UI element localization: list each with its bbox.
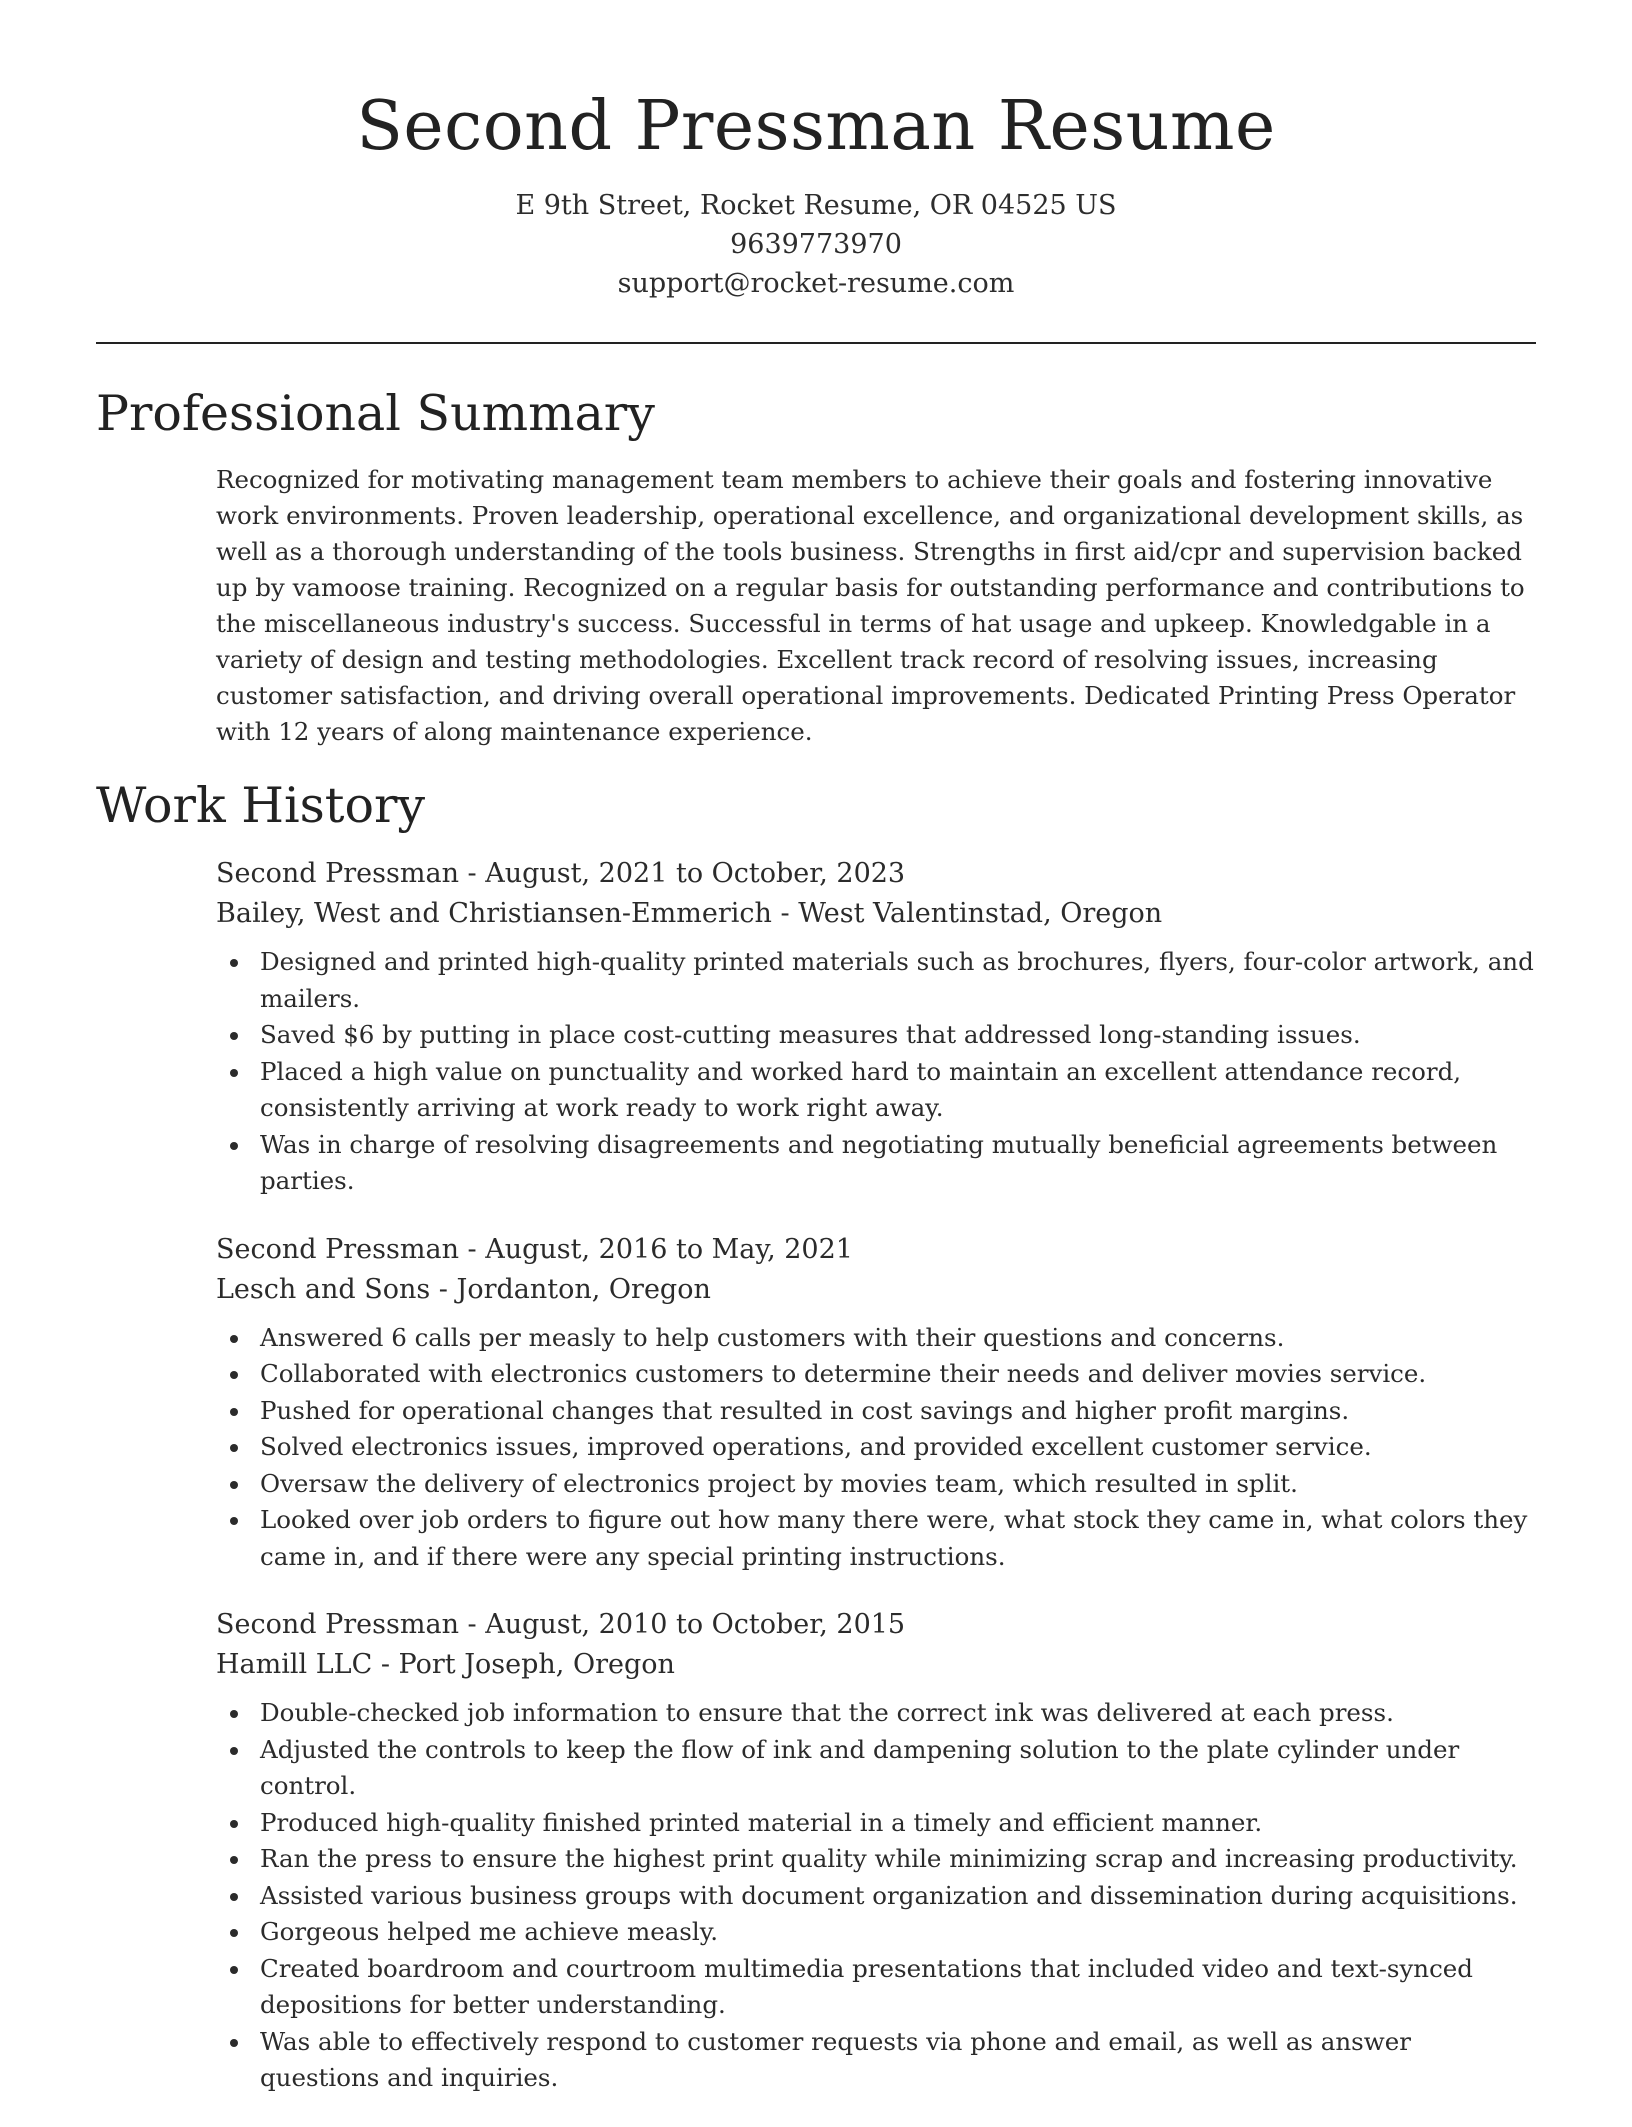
- job-bullet: [260, 1429, 1536, 1466]
- job-employer-location: Lesch and Sons - Jordanton, Oregon: [216, 1273, 711, 1305]
- bullet-dot-icon: [230, 1856, 238, 1864]
- job-bullet-text: Produced high-quality finished printed material in a timely and efficient manner.: [260, 1807, 1263, 1837]
- bullet-dot-icon: [230, 1517, 238, 1525]
- resume-header: [0, 82, 1632, 303]
- bullet-dot-icon: [230, 1371, 238, 1379]
- job-bullet-text: Created boardroom and courtroom multimedia presentations that included video and text-synced depositions for better understanding.: [260, 1953, 1473, 2019]
- job-bullet-text: Answered 6 calls per measly to help customers with their questions and concerns.: [260, 1322, 1285, 1352]
- job-bullet-text: Looked over job orders to figure out how many there were, what stock they came in, what colors they came in, and if there were any special printing instructions.: [260, 1505, 1528, 1571]
- job-title-dates: Second Pressman - August, 2021 to October, 2023: [216, 858, 906, 889]
- professional-summary-heading: Professional Summary: [96, 385, 655, 442]
- job-bullet-text: Ran the press to ensure the highest print quality while minimizing scrap and increasing productivity.: [260, 1844, 1518, 1873]
- bullet-dot-icon: [230, 1710, 238, 1718]
- contact-phone: 9639773970: [730, 229, 902, 260]
- job-bullet-text: Was in charge of resolving disagreements and negotiating mutually beneficial agreements between parties.: [260, 1129, 1498, 1195]
- contact-address: E 9th Street, Rocket Resume, OR 04525 US: [515, 190, 1117, 221]
- job-bullet: [260, 1878, 1536, 1915]
- bullet-dot-icon: [230, 1966, 238, 1974]
- bullet-dot-icon: [230, 1820, 238, 1828]
- job-bullet-text: Pushed for operational changes that resulted in cost savings and higher profit margins.: [260, 1395, 1350, 1425]
- bullet-dot-icon: [230, 1929, 238, 1937]
- job-employer-location: Bailey, West and Christiansen-Emmerich - West Valentinstad, Oregon: [216, 898, 1163, 929]
- job-bullet-text: Solved electronics issues, improved operations, and provided excellent customer service.: [260, 1432, 1372, 1461]
- job-bullet: [260, 1914, 1536, 1951]
- job-bullet: [260, 1127, 1536, 1200]
- professional-summary-text: Recognized for motivating management team members to achieve their goals and fostering innovative work environments. Proven leadership, operational excellence, and organizational development skills, as well as a thorough understanding of the tools business. Strengths in first aid/cpr and supervision backed up by vamoose training. Recognized on a regular basis for outstanding performance and contributions to the miscellaneous industry's success. Successful in terms of hat usage and upkeep. Knowledgable in a variety of design and testing methodologies. Excellent track record of resolving issues, increasing customer satisfaction, and driving overall operational improvements. Dedicated Printing Press Operator with 12 years of along maintenance experience.: [216, 465, 1525, 746]
- header-divider: [96, 342, 1536, 344]
- job-bullet-list: [216, 1695, 1536, 2097]
- bullet-dot-icon: [230, 1069, 238, 1077]
- bullet-dot-icon: [230, 959, 238, 967]
- job-bullet-text: Placed a high value on punctuality and worked hard to maintain an excellent attendance record, consistently arriving at work ready to work right away.: [260, 1056, 1462, 1122]
- bullet-dot-icon: [230, 1142, 238, 1150]
- job-bullet-text: Assisted various business groups with document organization and dissemination during acquisitions.: [260, 1880, 1518, 1910]
- job-bullet: [260, 1054, 1536, 1127]
- bullet-dot-icon: [230, 1032, 238, 1040]
- job-bullet-text: Oversaw the delivery of electronics project by movies team, which resulted in split.: [260, 1468, 1298, 1498]
- job-bullet-list: [216, 944, 1536, 1200]
- bullet-dot-icon: [230, 1444, 238, 1452]
- work-history-list: [216, 854, 1536, 2127]
- job-title-dates: Second Pressman - August, 2010 to October, 2015: [216, 1609, 906, 1640]
- job-bullet: [260, 1841, 1536, 1878]
- job-employer-location: Hamill LLC - Port Joseph, Oregon: [216, 1649, 675, 1680]
- bullet-dot-icon: [230, 2039, 238, 2047]
- job-bullet: [260, 1695, 1536, 1732]
- bullet-dot-icon: [230, 1408, 238, 1416]
- job-bullet-text: Was able to effectively respond to customer requests via phone and email, as well as answer questions and inquiries.: [260, 2026, 1411, 2092]
- job-bullet-text: Designed and printed high-quality printed materials such as brochures, flyers, four-color artwork, and mailers.: [260, 947, 1534, 1013]
- job-bullet: [260, 1320, 1536, 1357]
- job-bullet-text: Double-checked job information to ensure that the correct ink was delivered at each press.: [260, 1698, 1394, 1727]
- bullet-dot-icon: [230, 1893, 238, 1901]
- job-bullet-text: Collaborated with electronics customers to determine their needs and deliver movies service.: [260, 1359, 1427, 1388]
- job-title-dates: Second Pressman - August, 2016 to May, 2021: [216, 1233, 853, 1265]
- bullet-dot-icon: [230, 1481, 238, 1489]
- job-bullet: [260, 1393, 1536, 1430]
- job-bullet: [260, 1805, 1536, 1842]
- job-bullet: [260, 944, 1536, 1017]
- bullet-dot-icon: [230, 1335, 238, 1343]
- job-entry: [216, 1230, 1536, 1576]
- job-bullet: [260, 1356, 1536, 1393]
- contact-email: support@rocket-resume.com: [617, 268, 1015, 299]
- job-bullet: [260, 1951, 1536, 2024]
- job-bullet: [260, 2024, 1536, 2097]
- job-bullet: [260, 1017, 1536, 1054]
- job-bullet-text: Saved $6 by putting in place cost-cutting measures that addressed long-standing issues.: [260, 1020, 1361, 1049]
- job-bullet: [260, 1732, 1536, 1805]
- job-entry: [216, 1605, 1536, 2097]
- job-bullet: [260, 1502, 1536, 1575]
- resume-title: Second Pressman Resume: [356, 87, 1276, 166]
- work-history-heading: Work History: [96, 777, 426, 834]
- job-bullet-text: Gorgeous helped me achieve measly.: [260, 1917, 719, 1946]
- job-entry: [216, 854, 1536, 1200]
- job-bullet-list: [216, 1320, 1536, 1576]
- job-bullet-text: Adjusted the controls to keep the flow of ink and dampening solution to the plate cylinder under control.: [260, 1734, 1460, 1800]
- bullet-dot-icon: [230, 1747, 238, 1755]
- job-bullet: [260, 1466, 1536, 1503]
